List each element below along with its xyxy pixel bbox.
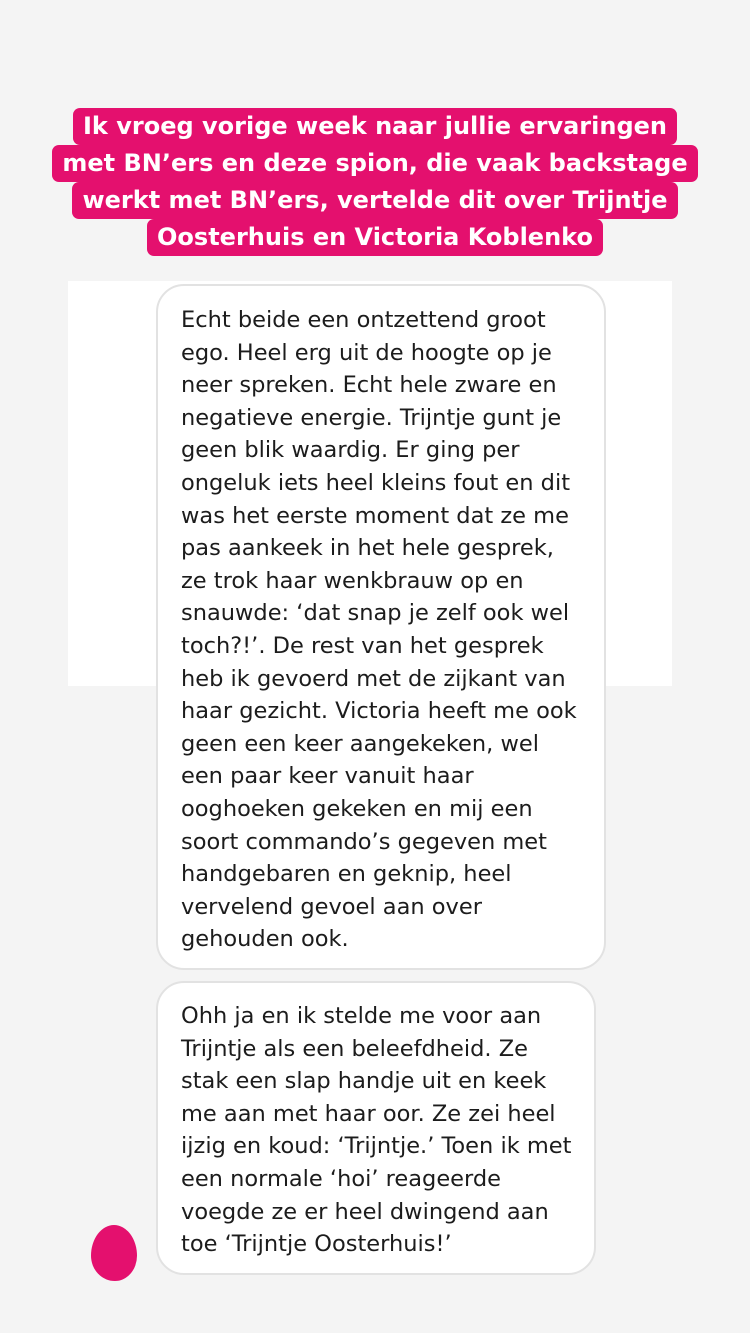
message-line: toch?!’. De rest van het gesprek xyxy=(181,632,544,659)
caption-line: werkt met BN’ers, vertelde dit over Trijntje xyxy=(72,182,677,219)
message-line: heb ik gevoerd met de zijkant van xyxy=(181,665,566,692)
message-line: ongeluk iets heel kleins fout en dit xyxy=(181,469,571,496)
message-line: pas aankeek in het hele gesprek, xyxy=(181,535,554,562)
message-line: handgebaren en geknip, heel xyxy=(181,861,512,888)
message-line: negatieve energie. Trijntje gunt je xyxy=(181,404,562,431)
message-line: stak een slap handje uit en keek xyxy=(181,1068,547,1095)
caption-line: Oosterhuis en Victoria Koblenko xyxy=(147,219,603,256)
message-bubble-2 xyxy=(156,981,596,1275)
message-line: toe ‘Trijntje Oosterhuis!’ xyxy=(181,1231,452,1258)
message-line: ego. Heel erg uit de hoogte op je xyxy=(181,339,552,366)
message-line: soort commando’s gegeven met xyxy=(181,828,547,855)
message-line: een normale ‘hoi’ reageerde xyxy=(181,1165,501,1192)
message-line: vervelend gevoel aan over xyxy=(181,893,482,920)
caption-line: met BN’ers en deze spion, die vaak backstage xyxy=(52,145,697,182)
message-line: ze trok haar wenkbrauw op en xyxy=(181,567,524,594)
message-line: een paar keer vanuit haar xyxy=(181,763,474,790)
pink-scribble-avatar-icon xyxy=(91,1225,137,1281)
message-line: neer spreken. Echt hele zware en xyxy=(181,372,557,399)
message-line: ijzig en koud: ‘Trijntje.’ Toen ik met xyxy=(181,1133,572,1160)
message-line: Ohh ja en ik stelde me voor aan xyxy=(181,1003,542,1029)
message-line: geen een keer aangekeken, wel xyxy=(181,730,539,757)
message-line: ooghoeken gekeken en mij een xyxy=(181,795,533,822)
message-line: haar gezicht. Victoria heeft me ook xyxy=(181,698,577,725)
message-line: was het eerste moment dat ze me xyxy=(181,502,569,529)
caption-line: Ik vroeg vorige week naar jullie ervaringen xyxy=(73,108,677,145)
message-line: voegde ze er heel dwingend aan xyxy=(181,1198,549,1225)
message-line: Echt beide een ontzettend groot xyxy=(181,307,546,333)
message-line: snauwde: ‘dat snap je zelf ook wel xyxy=(181,600,570,627)
story-caption xyxy=(40,108,710,256)
message-line: geen blik waardig. Er ging per xyxy=(181,437,520,464)
message-bubble-1 xyxy=(156,284,606,970)
message-line: me aan met haar oor. Ze zei heel xyxy=(181,1100,556,1127)
message-line: gehouden ook. xyxy=(181,926,349,953)
message-line: Trijntje als een beleefdheid. Ze xyxy=(181,1035,528,1062)
